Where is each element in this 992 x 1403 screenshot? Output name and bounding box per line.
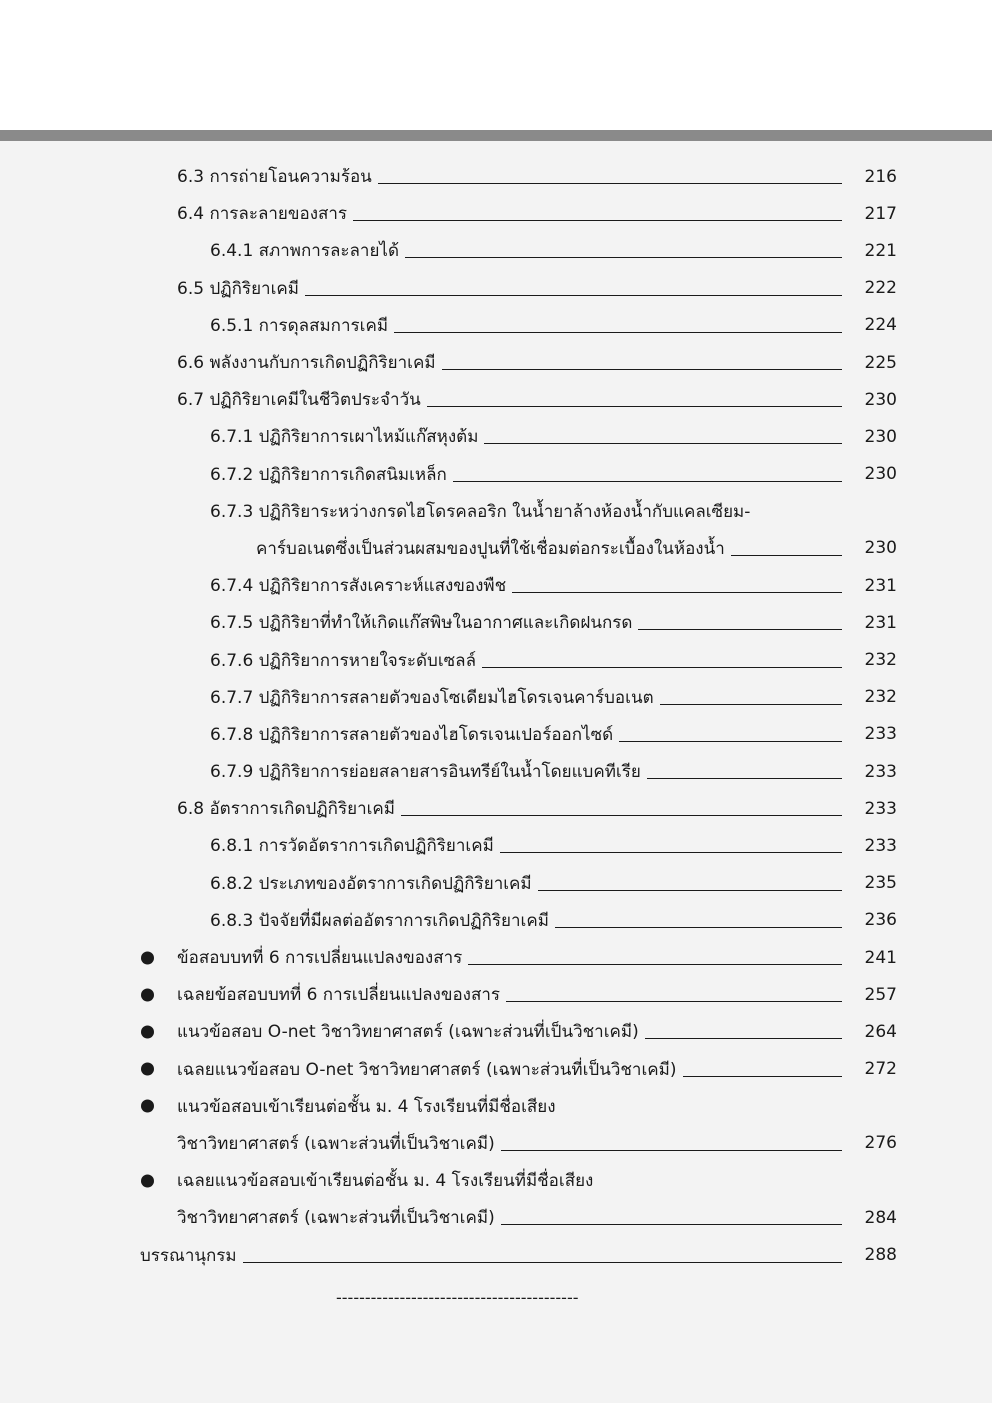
toc-page: 232 <box>864 650 897 671</box>
toc-label: 6.3 การถ่ายโอนความร้อน <box>177 167 372 188</box>
toc-entry <box>0 604 992 641</box>
toc-label: แนวข้อสอบ O-net วิชาวิทยาศาสตร์ (เฉพาะส่วนที่เป็นวิชาเคมี) <box>177 1022 639 1043</box>
toc-page: 257 <box>864 984 897 1005</box>
toc-page: 221 <box>864 240 897 261</box>
toc-label: 6.7.4 ปฏิกิริยาการสังเคราะห์แสงของพืช <box>210 576 507 597</box>
end-rule: ------------------------------------------ <box>336 1288 579 1307</box>
bullet-icon <box>141 1100 154 1113</box>
toc-label: 6.7 ปฏิกิริยาเคมีในชีวิตประจำวัน <box>177 390 421 411</box>
toc-label: ข้อสอบบทที่ 6 การเปลี่ยนแปลงของสาร <box>177 948 463 969</box>
leader-line <box>538 890 842 891</box>
leader-line <box>442 369 842 370</box>
leader-line <box>484 443 842 444</box>
bullet-icon <box>141 1174 154 1187</box>
toc-entry-bulleted <box>0 1088 992 1125</box>
leader-line <box>405 257 842 258</box>
toc-label: วิชาวิทยาศาสตร์ (เฉพาะส่วนที่เป็นวิชาเคมี) <box>177 1133 495 1154</box>
toc-entry-bulleted <box>0 1013 992 1050</box>
toc-label: 6.6 พลังงานกับการเกิดปฏิกิริยาเคมี <box>177 353 436 374</box>
toc-label: แนวข้อสอบเข้าเรียนต่อชั้น ม. 4 โรงเรียนที่มีชื่อเสียง <box>177 1096 556 1117</box>
toc-page: 222 <box>864 278 897 299</box>
toc-entry <box>0 679 992 716</box>
toc-entry <box>0 232 992 269</box>
leader-line <box>401 815 842 816</box>
toc-page: 233 <box>864 761 897 782</box>
toc-entry-continuation <box>0 530 992 567</box>
leader-line <box>500 852 842 853</box>
toc-entry <box>0 344 992 381</box>
toc-page: 216 <box>864 166 897 187</box>
toc-entry <box>0 1236 992 1273</box>
toc-entry <box>0 307 992 344</box>
header-band <box>0 130 992 141</box>
toc-entry-continuation <box>0 1125 992 1162</box>
toc-page: 231 <box>864 612 897 633</box>
leader-line <box>501 1150 842 1151</box>
leader-line <box>683 1076 843 1077</box>
toc-entry-bulleted <box>0 976 992 1013</box>
toc-entry <box>0 716 992 753</box>
toc-entry-bulleted <box>0 939 992 976</box>
bullet-icon <box>141 1025 154 1038</box>
toc-label: 6.7.8 ปฏิกิริยาการสลายตัวของไฮโดรเจนเปอร์ออกไซด์ <box>210 724 614 745</box>
toc-label: 6.7.9 ปฏิกิริยาการย่อยสลายสารอินทรีย์ในน้ำโดยแบคทีเรีย <box>210 762 641 783</box>
leader-line <box>555 927 842 928</box>
toc-label: 6.7.5 ปฏิกิริยาที่ทำให้เกิดแก๊สพิษในอากาศและเกิดฝนกรด <box>210 613 633 634</box>
toc-page: 230 <box>864 426 897 447</box>
toc-page: 230 <box>864 538 897 559</box>
toc-label: บรรณานุกรม <box>140 1245 237 1266</box>
leader-line <box>482 667 842 668</box>
toc-page: 235 <box>864 873 897 894</box>
toc-page: 230 <box>864 389 897 410</box>
toc-entry <box>0 567 992 604</box>
toc-entry <box>0 865 992 902</box>
toc-entry <box>0 381 992 418</box>
toc-page: 224 <box>864 315 897 336</box>
table-of-contents <box>0 158 992 1274</box>
toc-page: 241 <box>864 947 897 968</box>
toc-label: 6.8.1 การวัดอัตราการเกิดปฏิกิริยาเคมี <box>210 836 494 857</box>
toc-entry <box>0 195 992 232</box>
toc-page: 284 <box>864 1207 897 1228</box>
toc-page: 217 <box>864 203 897 224</box>
toc-entry <box>0 753 992 790</box>
toc-label: 6.8.3 ปัจจัยที่มีผลต่ออัตราการเกิดปฏิกิริยาเคมี <box>210 910 549 931</box>
toc-label: เฉลยข้อสอบบทที่ 6 การเปลี่ยนแปลงของสาร <box>177 985 501 1006</box>
toc-page: 264 <box>864 1021 897 1042</box>
toc-label: 6.4.1 สภาพการละลายได้ <box>210 241 400 262</box>
toc-page: 233 <box>864 835 897 856</box>
toc-entry <box>0 902 992 939</box>
toc-entry <box>0 456 992 493</box>
toc-label: 6.5 ปฏิกิริยาเคมี <box>177 278 299 299</box>
leader-line <box>453 481 842 482</box>
leader-line <box>619 741 842 742</box>
leader-line <box>647 778 842 779</box>
toc-entry-bulleted <box>0 1162 992 1199</box>
toc-page: 230 <box>864 464 897 485</box>
toc-entry-bulleted <box>0 1051 992 1088</box>
bullet-icon <box>141 951 154 964</box>
toc-page: 225 <box>864 352 897 373</box>
toc-label: 6.7.7 ปฏิกิริยาการสลายตัวของโซเดียมไฮโดรเจนคาร์บอเนต <box>210 687 654 708</box>
toc-label: 6.7.2 ปฏิกิริยาการเกิดสนิมเหล็ก <box>210 464 447 485</box>
toc-entry <box>0 493 992 530</box>
toc-label: วิชาวิทยาศาสตร์ (เฉพาะส่วนที่เป็นวิชาเคมี) <box>177 1208 495 1229</box>
toc-entry <box>0 270 992 307</box>
toc-entry-continuation <box>0 1199 992 1236</box>
leader-line <box>427 406 842 407</box>
toc-label: คาร์บอเนตซึ่งเป็นส่วนผสมของปูนที่ใช้เชื่อมต่อกระเบื้องในห้องน้ำ <box>256 538 725 559</box>
toc-page: 231 <box>864 575 897 596</box>
bullet-icon <box>141 1063 154 1076</box>
toc-page: 233 <box>864 724 897 745</box>
toc-page: 233 <box>864 798 897 819</box>
leader-line <box>501 1224 842 1225</box>
leader-line <box>468 964 842 965</box>
toc-entry <box>0 641 992 678</box>
page-top-margin <box>0 0 992 130</box>
leader-line <box>378 183 842 184</box>
bullet-icon <box>141 988 154 1001</box>
leader-line <box>660 704 842 705</box>
toc-entry <box>0 790 992 827</box>
leader-line <box>305 295 842 296</box>
toc-label: 6.4 การละลายของสาร <box>177 204 348 225</box>
toc-label: เฉลยแนวข้อสอบ O-net วิชาวิทยาศาสตร์ (เฉพาะส่วนที่เป็นวิชาเคมี) <box>177 1059 677 1080</box>
leader-line <box>394 332 842 333</box>
toc-label: 6.7.1 ปฏิกิริยาการเผาไหม้แก๊สหุงต้ม <box>210 427 479 448</box>
toc-label: 6.7.3 ปฏิกิริยาระหว่างกรดไฮโดรคลอริก ในน้ำยาล้างห้องน้ำกับแคลเซียม- <box>210 501 751 522</box>
toc-page: 272 <box>864 1059 897 1080</box>
leader-line <box>731 555 842 556</box>
toc-entry <box>0 158 992 195</box>
toc-label: 6.5.1 การดุลสมการเคมี <box>210 315 389 336</box>
toc-label: 6.7.6 ปฏิกิริยาการหายใจระดับเซลล์ <box>210 650 477 671</box>
leader-line <box>645 1038 842 1039</box>
toc-label: เฉลยแนวข้อสอบเข้าเรียนต่อชั้น ม. 4 โรงเรียนที่มีชื่อเสียง <box>177 1171 594 1192</box>
toc-entry <box>0 418 992 455</box>
toc-page: 288 <box>864 1245 897 1266</box>
leader-line <box>512 592 842 593</box>
leader-line <box>506 1001 842 1002</box>
toc-page: 236 <box>864 910 897 931</box>
leader-line <box>353 220 842 221</box>
toc-label: 6.8.2 ประเภทของอัตราการเกิดปฏิกิริยาเคมี <box>210 873 532 894</box>
leader-line <box>638 629 842 630</box>
toc-label: 6.8 อัตราการเกิดปฏิกิริยาเคมี <box>177 799 396 820</box>
toc-entry <box>0 827 992 864</box>
toc-page: 276 <box>864 1133 897 1154</box>
leader-line <box>243 1262 842 1263</box>
toc-page: 232 <box>864 687 897 708</box>
